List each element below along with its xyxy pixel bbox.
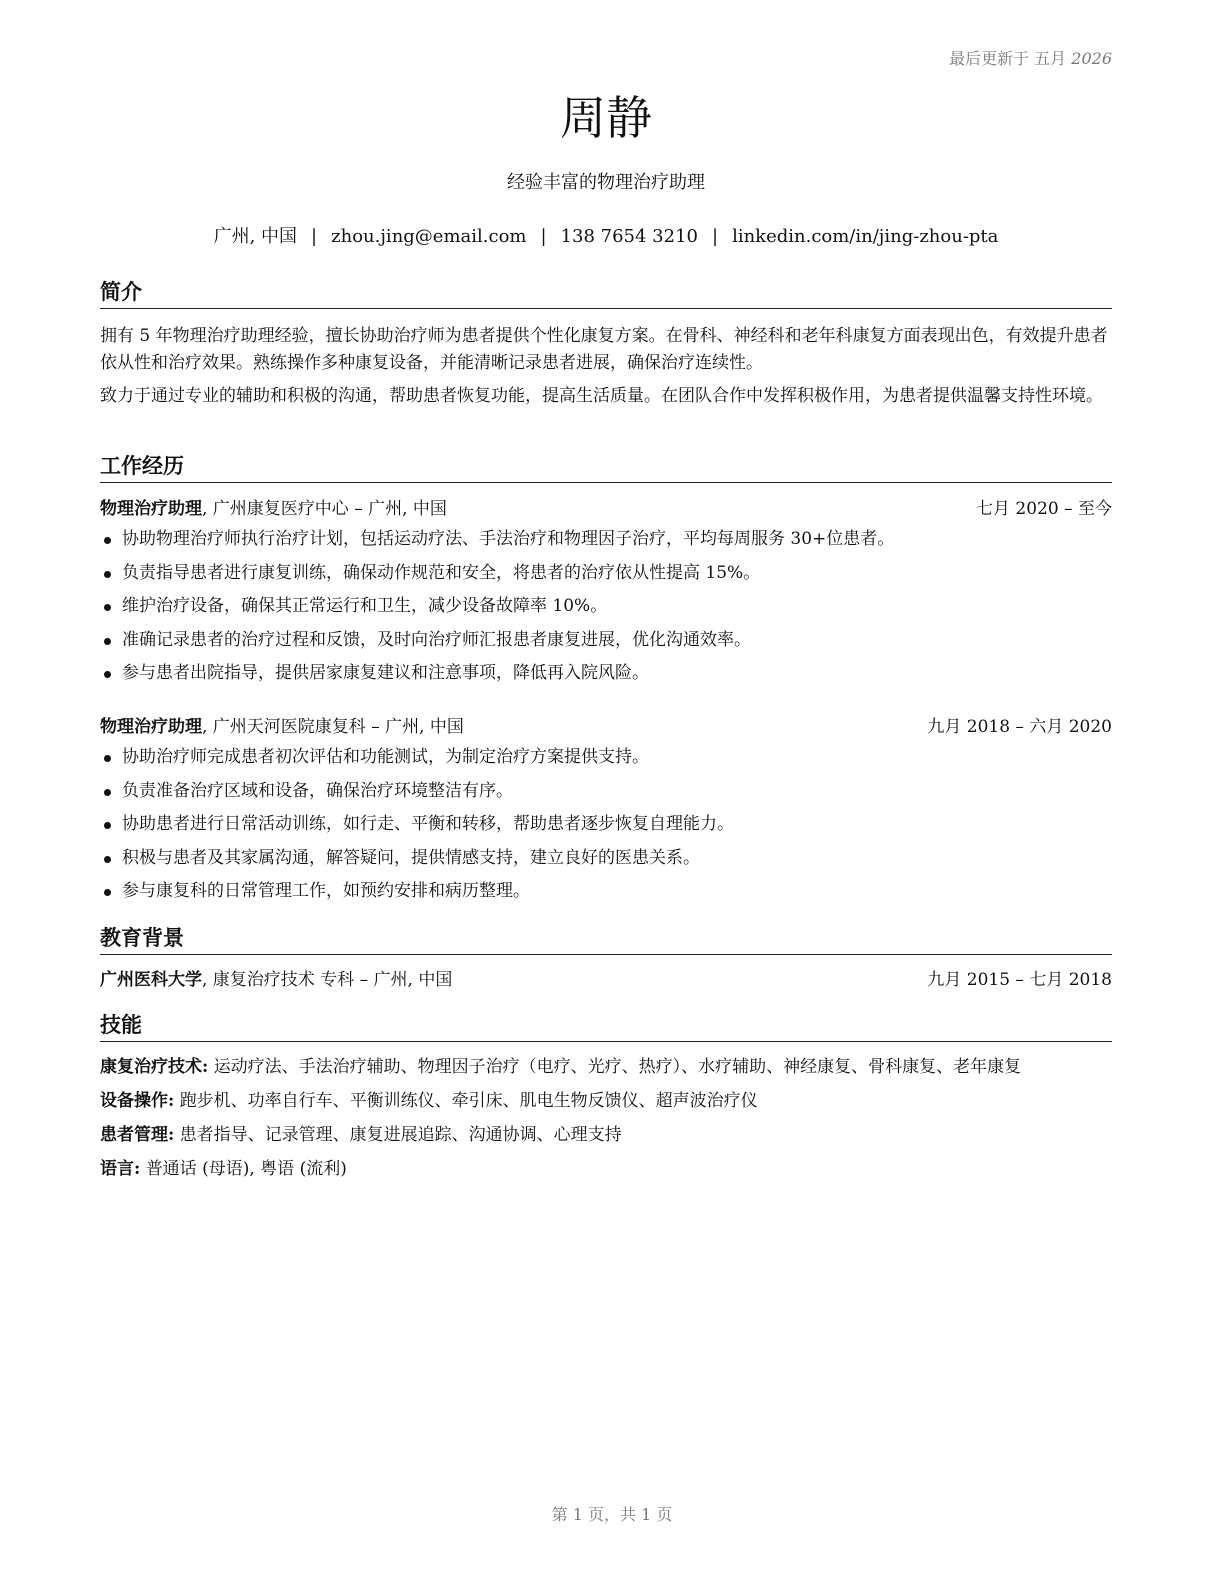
job-bullets bbox=[100, 744, 1112, 904]
contact-line bbox=[100, 224, 1112, 250]
contact-email[interactable]: zhou.jing@email.com bbox=[331, 226, 527, 247]
last-updated bbox=[949, 46, 1112, 69]
skill-label: 设备操作: bbox=[100, 1091, 175, 1111]
page-footer: 第 1 页，共 1 页 bbox=[551, 1505, 673, 1524]
job-title: 物理治疗助理 bbox=[100, 499, 202, 519]
skill-label: 康复治疗技术: bbox=[100, 1057, 209, 1077]
education-detail: , 康复治疗技术 专科 – 广州, 中国 bbox=[202, 970, 453, 990]
job-bullet: 维护治疗设备，确保其正常运行和卫生，减少设备故障率 10%。 bbox=[100, 593, 1112, 619]
last-updated-prefix: 最后更新于 bbox=[949, 49, 1030, 68]
job-bullet: 协助物理治疗师执行治疗计划，包括运动疗法、手法治疗和物理因子治疗，平均每周服务 30+位患者。 bbox=[100, 526, 1112, 552]
job-entry bbox=[100, 496, 1112, 694]
section-title-skills: 技能 bbox=[100, 1011, 1112, 1042]
job-bullet: 负责准备治疗区域和设备，确保治疗环境整洁有序。 bbox=[100, 778, 1112, 804]
skill-label: 患者管理: bbox=[100, 1125, 175, 1145]
skill-value: 跑步机、功率自行车、平衡训练仪、牵引床、肌电生物反馈仪、超声波治疗仪 bbox=[179, 1091, 758, 1111]
contact-separator: | bbox=[540, 226, 547, 247]
headline: 经验丰富的物理治疗助理 bbox=[507, 172, 705, 193]
contact-phone: 138 7654 3210 bbox=[560, 226, 698, 247]
section-title-experience: 工作经历 bbox=[100, 452, 1112, 483]
section-title-education: 教育背景 bbox=[100, 924, 1112, 955]
job-entry bbox=[100, 714, 1112, 912]
contact-linkedin[interactable]: linkedin.com/in/jing-zhou-pta bbox=[732, 226, 999, 247]
section-title-summary: 简介 bbox=[100, 278, 1112, 309]
job-bullet: 积极与患者及其家属沟通，解答疑问，提供情感支持，建立良好的医患关系。 bbox=[100, 845, 1112, 871]
job-header bbox=[100, 714, 1112, 740]
job-bullet: 准确记录患者的治疗过程和反馈，及时向治疗师汇报患者康复进展，优化沟通效率。 bbox=[100, 627, 1112, 653]
job-organization: , 广州康复医疗中心 – 广州, 中国 bbox=[202, 499, 447, 519]
job-header bbox=[100, 496, 1112, 522]
job-title: 物理治疗助理 bbox=[100, 717, 202, 737]
experience-section bbox=[100, 452, 1112, 483]
education-dates: 九月 2015 – 七月 2018 bbox=[927, 970, 1112, 990]
skill-row bbox=[100, 1122, 1112, 1148]
skills-section bbox=[100, 1011, 1112, 1190]
skill-row bbox=[100, 1088, 1112, 1114]
job-bullet: 参与患者出院指导，提供居家康复建议和注意事项，降低再入院风险。 bbox=[100, 660, 1112, 686]
job-dates: 七月 2020 – 至今 bbox=[976, 499, 1112, 519]
school-name: 广州医科大学 bbox=[100, 970, 202, 990]
summary-paragraph: 致力于通过专业的辅助和积极的沟通，帮助患者恢复功能，提高生活质量。在团队合作中发挥积极作用，为患者提供温馨支持性环境。 bbox=[100, 386, 1103, 406]
skill-value: 运动疗法、手法治疗辅助、物理因子治疗（电疗、光疗、热疗）、水疗辅助、神经康复、骨科康复、老年康复 bbox=[213, 1057, 1022, 1077]
summary-paragraph: 拥有 5 年物理治疗助理经验，擅长协助治疗师为患者提供个性化康复方案。在骨科、神经科和老年科康复方面表现出色，有效提升患者依从性和治疗效果。熟练操作多种康复设备，并能清晰记录患者进展，确保治疗连续性。 bbox=[100, 326, 1108, 373]
contact-separator: | bbox=[311, 226, 318, 247]
job-bullet: 协助患者进行日常活动训练，如行走、平衡和转移，帮助患者逐步恢复自理能力。 bbox=[100, 811, 1112, 837]
job-bullet: 参与康复科的日常管理工作，如预约安排和病历整理。 bbox=[100, 878, 1112, 904]
skill-row bbox=[100, 1156, 1112, 1182]
job-bullet: 协助治疗师完成患者初次评估和功能测试，为制定治疗方案提供支持。 bbox=[100, 744, 1112, 770]
job-bullets bbox=[100, 526, 1112, 686]
job-organization: , 广州天河医院康复科 – 广州, 中国 bbox=[202, 717, 464, 737]
skill-row bbox=[100, 1054, 1112, 1080]
job-bullet: 负责指导患者进行康复训练，确保动作规范和安全，将患者的治疗依从性提高 15%。 bbox=[100, 560, 1112, 586]
education-entry bbox=[100, 967, 1112, 993]
last-updated-year: 2026 bbox=[1071, 49, 1112, 68]
last-updated-month: 五月 bbox=[1034, 49, 1067, 68]
summary-section bbox=[100, 278, 1112, 410]
skill-value: 患者指导、记录管理、康复进展追踪、沟通协调、心理支持 bbox=[179, 1125, 622, 1145]
skills-list bbox=[100, 1054, 1112, 1182]
job-dates: 九月 2018 – 六月 2020 bbox=[927, 717, 1112, 737]
skill-label: 语言: bbox=[100, 1159, 141, 1179]
person-name: 周静 bbox=[560, 91, 652, 145]
education-section bbox=[100, 924, 1112, 993]
skill-value: 普通话 (母语), 粤语 (流利) bbox=[145, 1159, 347, 1179]
contact-location: 广州, 中国 bbox=[213, 226, 298, 247]
contact-separator: | bbox=[711, 226, 719, 247]
